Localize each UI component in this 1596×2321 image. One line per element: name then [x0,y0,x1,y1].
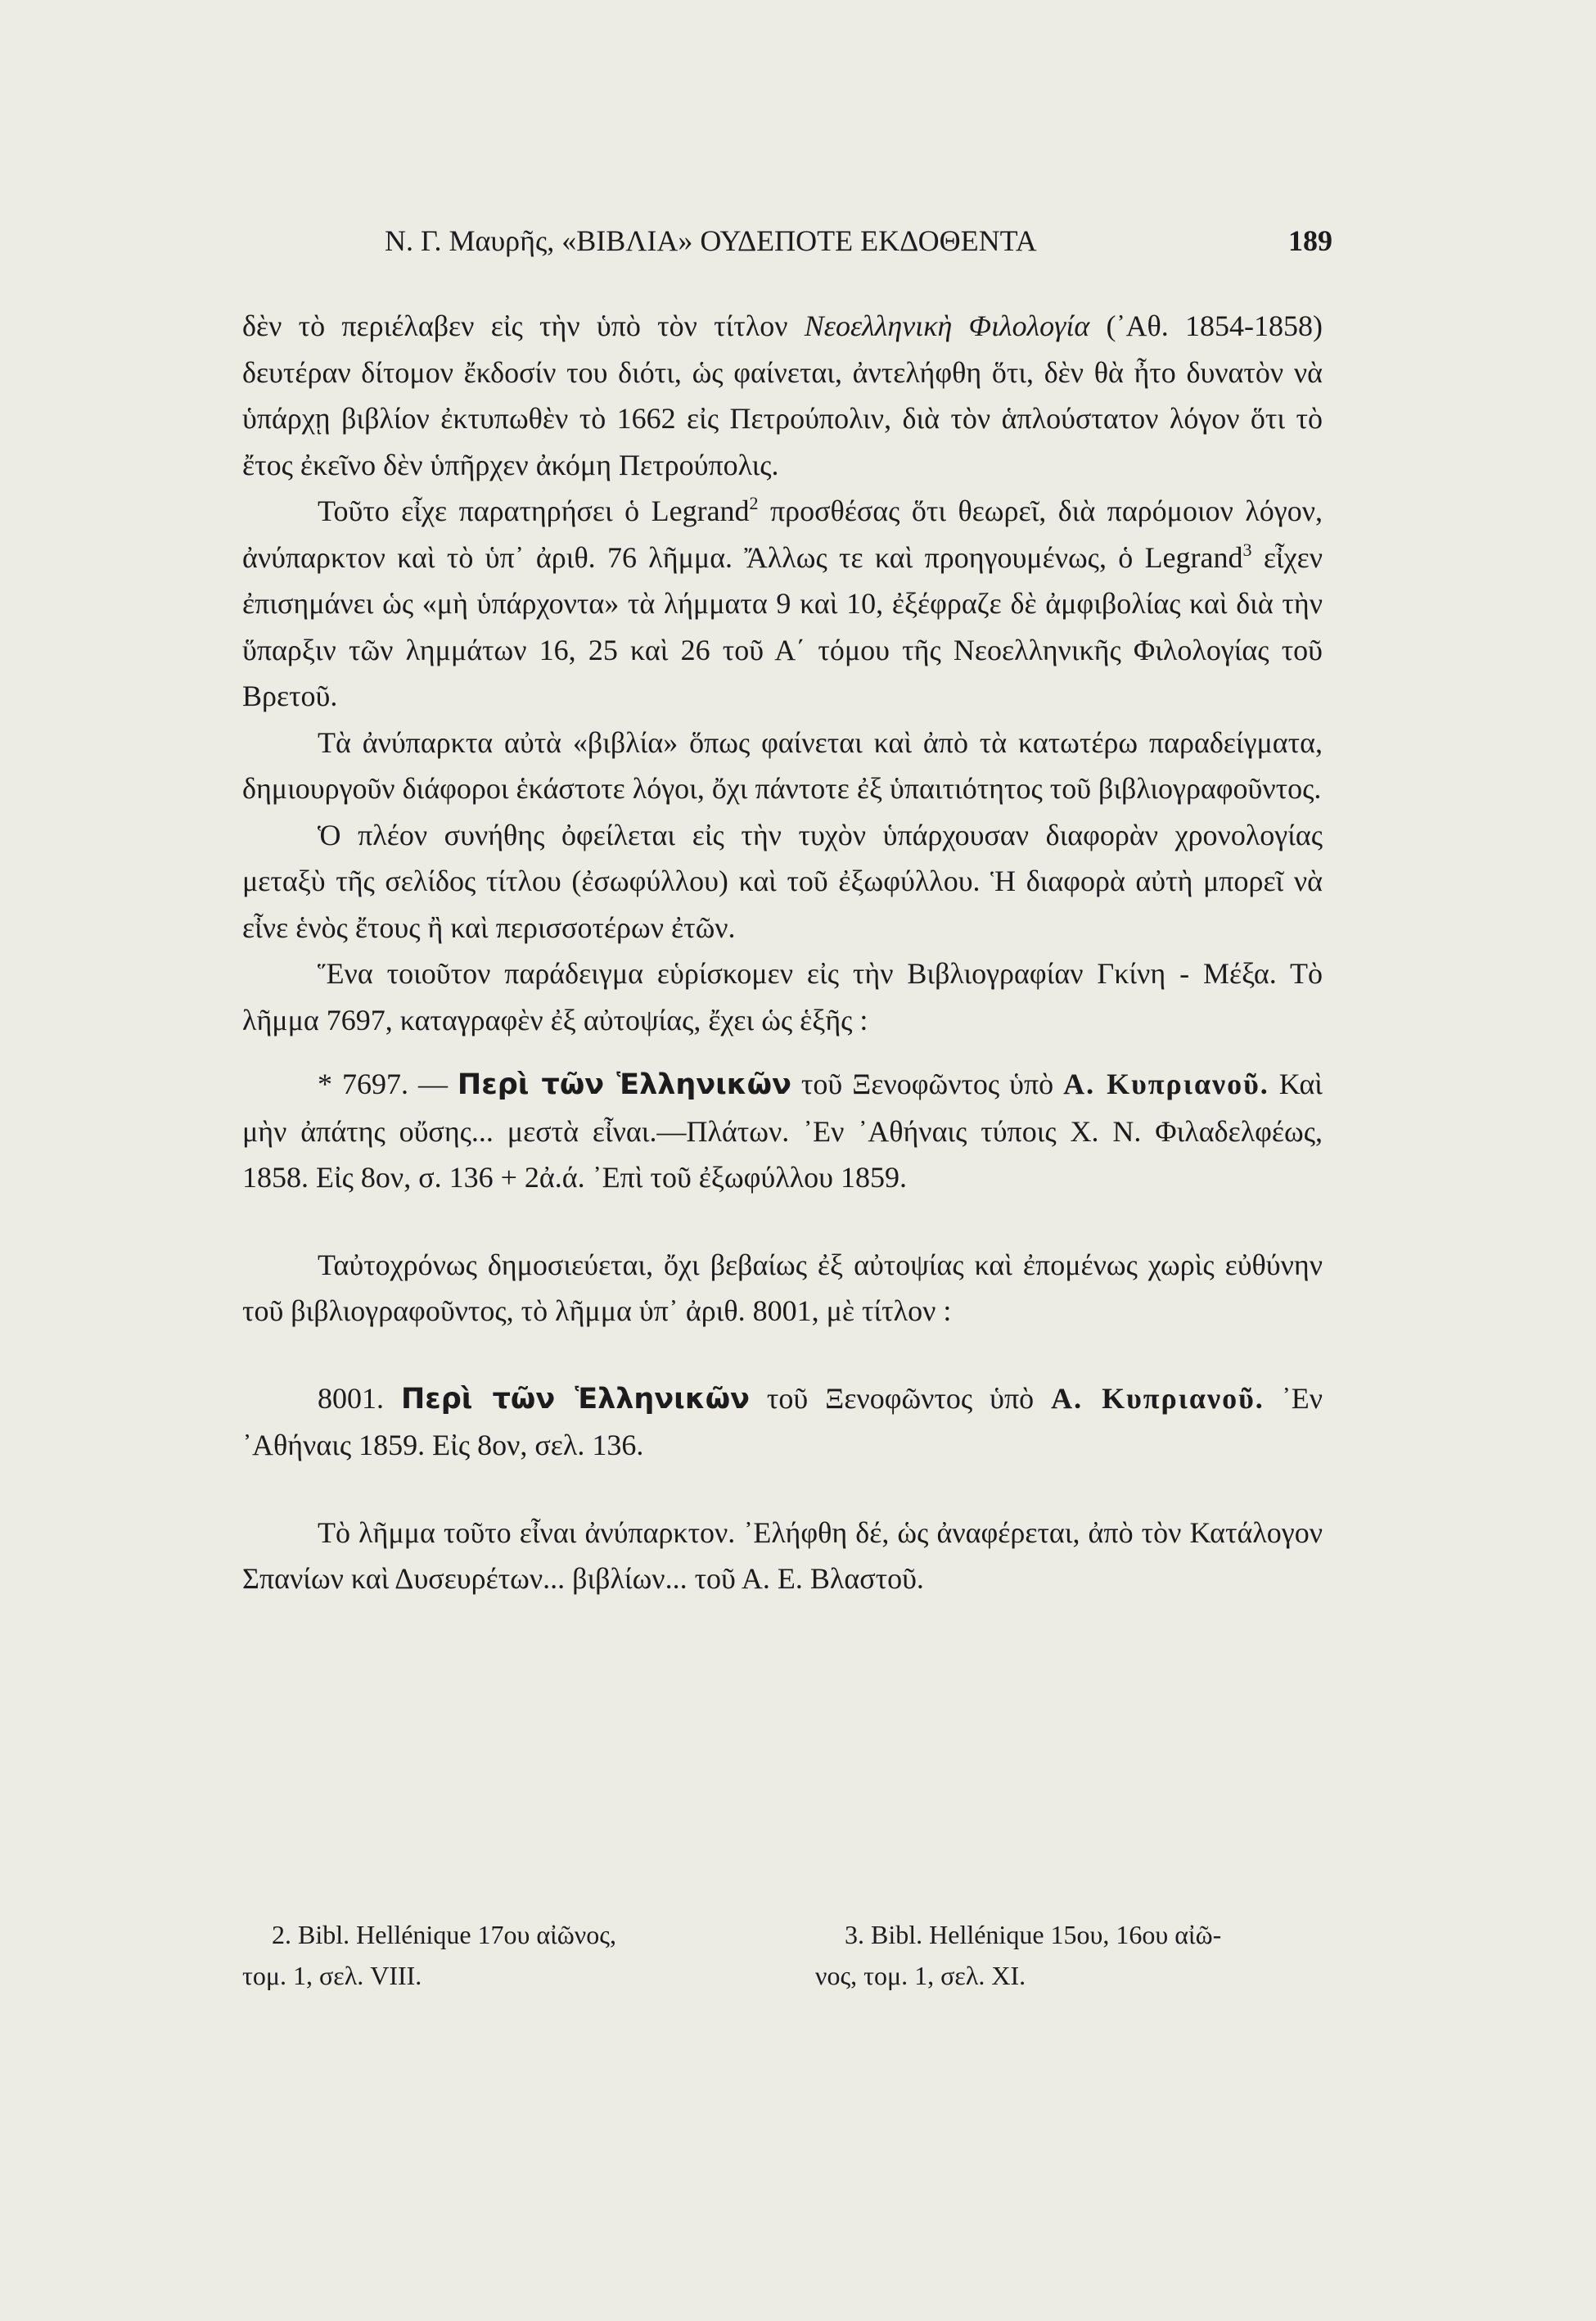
footnote-ref-2[interactable]: 2 [749,493,759,513]
footnote-ref-3[interactable]: 3 [1242,539,1252,560]
body-text [242,303,1323,1602]
entry-number: * 7697. — [318,1068,458,1100]
bibliography-entry-8001 [242,1375,1323,1469]
paragraph-closing: Τὸ λῆμμα τοῦτο εἶναι ἀνύπαρκτον. ᾿Ελήφθη δέ, ὡς ἀναφέρεται, ἀπὸ τὸν Κατάλογον Σπανίων καὶ Δυσευρέτων... βιβλίων... τοῦ Α. Ε. Βλαστοῦ. [242,1515,1323,1595]
paragraph-example-intro: Ἕνα τοιοῦτον παράδειγμα εὑρίσκομεν εἰς τὴν Βιβλιογραφίαν Γκίνη - Μέξα. Τὸ λῆμμα 7697, καταγραφὲν ἐξ αὐτοψίας, ἔχει ὡς ἑξῆς : [242,957,1323,1036]
paragraph-text: δὲν τὸ περιέλαβεν εἰς τὴν ὑπὸ τὸν τίτλον [242,309,805,342]
entry-text: ᾿Εν ᾿Αθήναις 1859. Εἰς 8ον, σελ. 136. [242,1381,1323,1461]
paragraph-simultaneous: Ταὐτοχρόνως δημοσιεύεται, ὄχι βεβαίως ἐξ αὐτοψίας καὶ ἐπομένως χωρὶς εὐθύνην τοῦ βιβλιογραφοῦντος, τὸ λῆμμα ὑπ᾿ ἀριθ. 8001, μὲ τίτλον : [242,1248,1323,1327]
footnote-text: 3. Bibl. Hellénique 15ου, 16ου αἰῶ- [845,1920,1222,1949]
entry-author: Α. Κυπριανοῦ. [1063,1068,1269,1100]
footnote-3 [815,1914,1339,1996]
book-title-italic: Νεοελληνικὴ Φιλολογία [804,309,1090,342]
footnote-text: νος, τομ. 1, σελ. XI. [815,1961,1026,1990]
entry-author: Α. Κυπριανοῦ. [1051,1381,1265,1415]
entry-text: τοῦ Ξενοφῶντος ὑπὸ [791,1068,1064,1100]
paragraph-text: προσθέσας ὅτι θεωρεῖ, διὰ παρόμοιον λόγον, ἀνύπαρκτον καὶ τὸ ὑπ᾿ ἀριθ. 76 λῆμμα. Ἄλλως τε καὶ προηγουμένως, ὁ Legrand [242,494,1323,574]
running-header [385,219,1332,262]
footnote-text: τομ. 1, σελ. VIII. [242,1961,422,1990]
paragraph-text: (᾿Αθ. 1854-1858) δευτέραν δίτομον ἔκδοσίν του διότι, ὡς φαίνεται, ἀντελήφθη ὅτι, δὲν θὰ ἦτο δυνατὸν νὰ ὑπάρχῃ βιβλίον ἐκτυπωθὲν τὸ 1662 εἰς Πετρούπολιν, διὰ τὸν ἁπλούστατον λόγον ὅτι τὸ ἔτος ἐκεῖνο δὲν ὑπῆρχεν ἀκόμη Πετρούπολις. [242,309,1323,481]
paragraph-nonexistent-books: Τὰ ἀνύπαρκτα αὐτὰ «βιβλία» ὅπως φαίνεται καὶ ἀπὸ τὰ κατωτέρω παραδείγματα, δημιουργοῦν διάφοροι ἑκάστοτε λόγοι, ὄχι πάντοτε ἐξ ὑπαιτιότητος τοῦ βιβλιογραφοῦντος. [242,725,1323,805]
entry-title: Περὶ τῶν Ἑλληνικῶν [400,1382,750,1416]
footnote-2 [242,1914,766,1996]
footnote-text: 2. Bibl. Hellénique 17ου αἰῶνος, [272,1920,616,1949]
entry-text: Καὶ μὴν ἀπάτης οὔσης... μεστὰ εἶναι.—Πλάτων. ᾿Εν ᾿Αθήναις τύποις Χ. Ν. Φιλαδελφέως, 1858. Εἰς 8ον, σ. 136 + 2ἀ.ά. ᾿Επὶ τοῦ ἐξωφύλλου 1859. [242,1068,1323,1194]
paragraph-date-difference: Ὁ πλέον συνήθης ὀφείλεται εἰς τὴν τυχὸν ὑπάρχουσαν διαφορὰν χρονολογίας μεταξὺ τῆς σελίδος τίτλου (ἐσωφύλλου) καὶ τοῦ ἐξωφύλλου. Ἡ διαφορὰ αὐτὴ μπορεῖ νὰ εἶνε ἑνὸς ἔτους ἢ καὶ περισσοτέρων ἐτῶν. [242,818,1323,944]
entry-text: τοῦ Ξενοφῶντος ὑπὸ [749,1381,1052,1415]
bibliography-entry-7697 [242,1061,1323,1201]
page-number: 189 [1288,224,1332,257]
paragraph-text: εἶχεν ἐπισημάνει ὡς «μὴ ὑπάρχοντα» τὰ λήμματα 9 καὶ 10, ἐξέφραζε δὲ ἀμφιβολίας καὶ διὰ τὴν ὕπαρξιν τῶν λημμάτων 16, 25 καὶ 26 τοῦ Α΄ τόμου τῆς Νεοελληνικῆς Φιλολογίας τοῦ Βρετοῦ. [242,540,1323,712]
entry-number: 8001. [318,1381,401,1415]
paragraph-continuation [242,303,1323,488]
paragraph-legrand [242,488,1323,720]
paragraph-text: Τοῦτο εἶχε παρατηρήσει ὁ Legrand [318,494,750,527]
entry-title: Περὶ τῶν Ἑλληνικῶν [457,1068,791,1101]
running-title: Ν. Γ. Μαυρῆς, «ΒΙΒΛΙΑ» ΟΥΔΕΠΟΤΕ ΕΚΔΟΘΕΝΤΑ [385,224,1037,257]
